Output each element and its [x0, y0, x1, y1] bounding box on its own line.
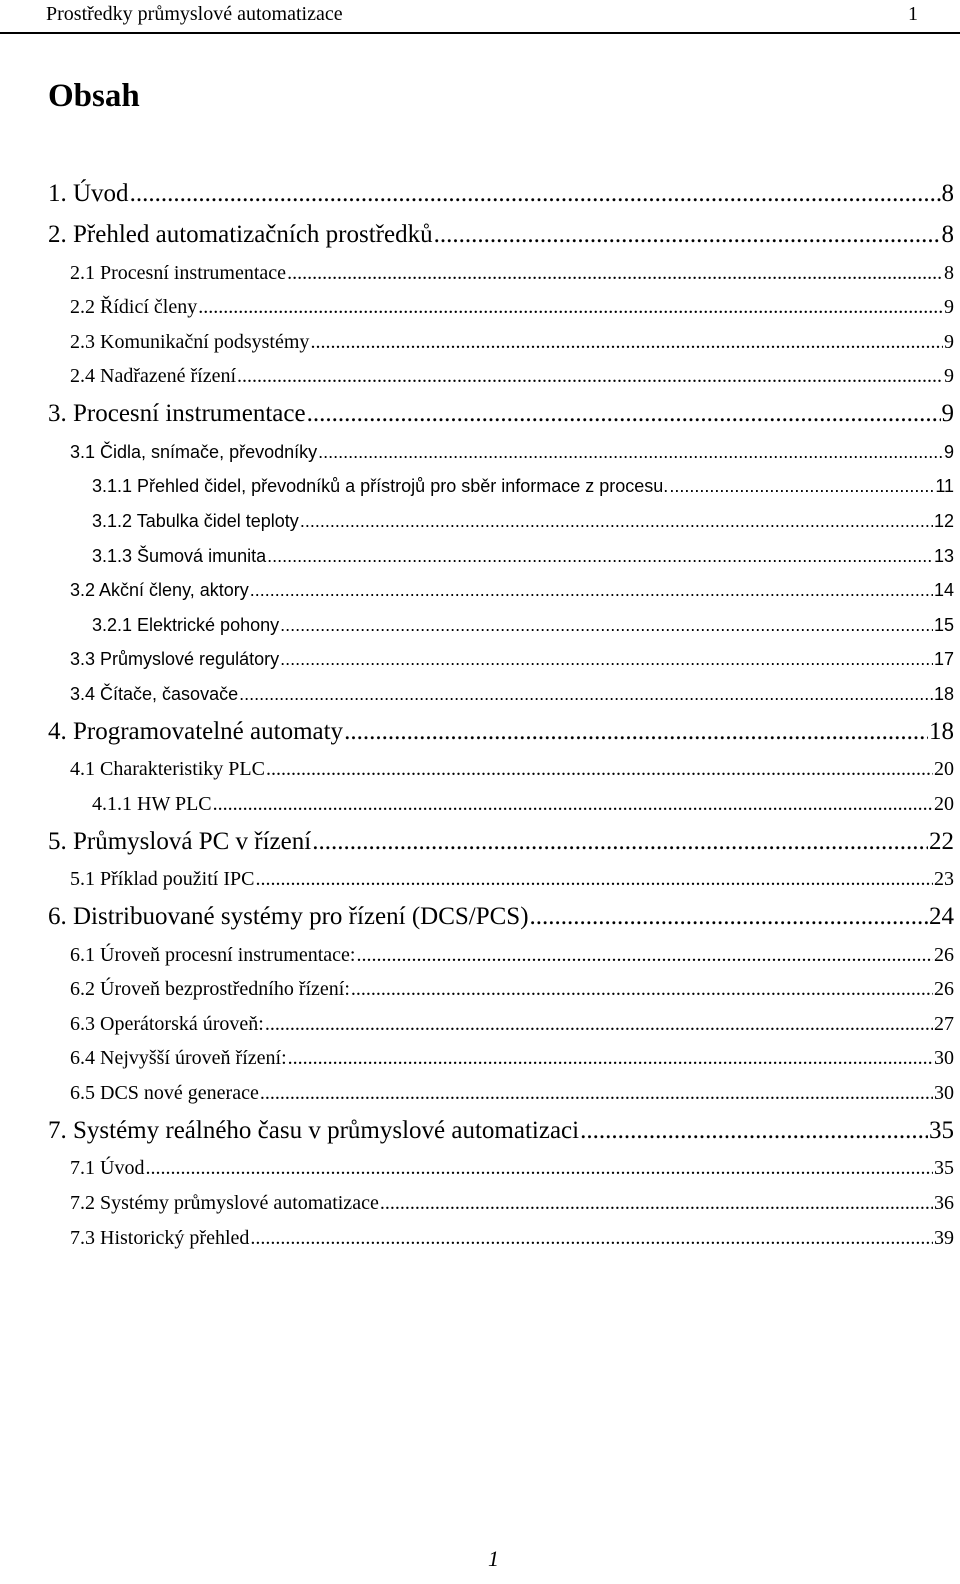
toc-entry-title: 3.1.1 Přehled čidel, převodníků a přístrojů pro sběr informace z procesu. — [92, 476, 669, 497]
toc-entry[interactable] — [70, 1041, 954, 1076]
toc-entry-title: 2.3 Komunikační podsystémy — [70, 330, 310, 353]
toc-leader-dots — [288, 1041, 933, 1076]
toc-title: Obsah — [48, 78, 140, 114]
toc-entry-page: 30 — [934, 1047, 954, 1070]
toc-entry[interactable] — [92, 504, 954, 539]
footer-page-number: 1 — [488, 1546, 499, 1571]
toc-entry[interactable] — [70, 752, 954, 787]
toc-entry-page: 35 — [929, 1116, 954, 1144]
toc-entry[interactable] — [48, 1111, 954, 1152]
toc-entry-page: 20 — [934, 758, 954, 781]
toc-entry-title: 2.1 Procesní instrumentace — [70, 261, 287, 284]
toc-entry[interactable] — [92, 469, 954, 504]
toc-entry-title: 6.1 Úroveň procesní instrumentace: — [70, 943, 356, 966]
toc-entry-page: 36 — [934, 1192, 954, 1215]
toc-leader-dots — [280, 642, 933, 677]
toc-entry[interactable] — [70, 1007, 954, 1042]
toc-leader-dots — [669, 469, 934, 504]
toc-leader-dots — [250, 1221, 933, 1256]
table-of-contents — [0, 174, 960, 1255]
toc-leader-dots — [267, 539, 933, 574]
toc-leader-dots — [356, 938, 933, 973]
toc-entry-page: 13 — [933, 545, 954, 566]
toc-leader-dots — [530, 897, 928, 938]
page-header — [0, 0, 960, 34]
toc-leader-dots — [300, 504, 933, 539]
toc-entry-title: 6.4 Nejvyšší úroveň řízení: — [70, 1047, 287, 1070]
toc-entry-page: 11 — [935, 476, 954, 497]
header-title: Prostředky průmyslové automatizace — [46, 3, 343, 25]
toc-entry-page: 22 — [929, 827, 954, 855]
toc-entry[interactable] — [48, 215, 954, 256]
toc-leader-dots — [310, 325, 943, 360]
toc-leader-dots — [237, 359, 943, 394]
toc-entry[interactable] — [70, 359, 954, 394]
toc-leader-dots — [380, 1186, 933, 1221]
toc-entry-title: 3. Procesní instrumentace — [48, 399, 306, 427]
toc-leader-dots — [145, 1151, 933, 1186]
toc-entry-title: 7.2 Systémy průmyslové automatizace — [70, 1192, 379, 1215]
toc-leader-dots — [434, 215, 941, 256]
toc-entry[interactable] — [48, 394, 954, 435]
toc-entry-title: 2.2 Řídicí členy — [70, 296, 198, 319]
toc-entry-page: 9 — [944, 330, 954, 353]
header-page-number: 1 — [908, 3, 918, 25]
toc-leader-dots — [344, 712, 928, 753]
toc-leader-dots — [351, 972, 933, 1007]
toc-entry[interactable] — [70, 1076, 954, 1111]
toc-leader-dots — [265, 1007, 933, 1042]
toc-entry[interactable] — [70, 290, 954, 325]
toc-entry-title: 2.4 Nadřazené řízení — [70, 365, 237, 388]
toc-entry-title: 3.1 Čidla, snímače, převodníky — [70, 441, 318, 462]
toc-entry-title: 7.1 Úvod — [70, 1157, 145, 1180]
toc-entry-title: 3.1.3 Šumová imunita — [92, 545, 267, 566]
toc-entry[interactable] — [48, 822, 954, 863]
toc-leader-dots — [255, 862, 933, 897]
toc-entry[interactable] — [70, 256, 954, 291]
toc-entry-title: 3.3 Průmyslové regulátory — [70, 649, 280, 670]
toc-entry-title: 5.1 Příklad použití IPC — [70, 868, 255, 891]
toc-entry-title: 3.2.1 Elektrické pohony — [92, 614, 280, 635]
toc-entry-page: 9 — [943, 441, 954, 462]
toc-entry[interactable] — [48, 712, 954, 753]
toc-entry-page: 27 — [934, 1012, 954, 1035]
toc-entry-page: 39 — [934, 1226, 954, 1249]
toc-entry-page: 24 — [929, 902, 954, 930]
toc-leader-dots — [307, 394, 941, 435]
toc-entry-title: 3.1.2 Tabulka čidel teploty — [92, 510, 299, 531]
toc-leader-dots — [580, 1111, 928, 1152]
toc-entry[interactable] — [70, 642, 954, 677]
toc-entry-title: 6. Distribuované systémy pro řízení (DCS/PCS) — [48, 902, 529, 930]
toc-entry-page: 35 — [934, 1157, 954, 1180]
toc-entry-page: 17 — [933, 649, 954, 670]
toc-leader-dots — [198, 290, 943, 325]
toc-entry-title: 4.1 Charakteristiky PLC — [70, 758, 265, 781]
toc-entry-page: 8 — [941, 220, 954, 248]
toc-entry-title: 6.3 Operátorská úroveň: — [70, 1012, 264, 1035]
toc-entry-title: 3.2 Akční členy, aktory — [70, 580, 249, 601]
toc-entry-page: 18 — [929, 717, 954, 745]
toc-entry-page: 9 — [944, 365, 954, 388]
toc-entry-title: 6.2 Úroveň bezprostředního řízení: — [70, 978, 350, 1001]
toc-entry-page: 9 — [941, 399, 954, 427]
toc-entry-title: 5. Průmyslová PC v řízení — [48, 827, 312, 855]
toc-entry-title: 6.5 DCS nové generace — [70, 1082, 259, 1105]
toc-entry-page: 23 — [934, 868, 954, 891]
toc-entry-page: 9 — [944, 296, 954, 319]
toc-entry[interactable] — [48, 174, 954, 215]
toc-leader-dots — [318, 435, 943, 470]
toc-entry[interactable] — [92, 539, 954, 574]
toc-entry[interactable] — [70, 435, 954, 470]
toc-entry[interactable] — [70, 938, 954, 973]
toc-entry-title: 1. Úvod — [48, 180, 129, 207]
toc-entry-page: 30 — [934, 1082, 954, 1105]
toc-leader-dots — [260, 1076, 933, 1111]
toc-entry-page: 14 — [933, 580, 954, 601]
toc-leader-dots — [280, 608, 933, 643]
toc-entry-title: 7. Systémy reálného času v průmyslové automatizaci — [48, 1116, 580, 1144]
toc-entry-title: 7.3 Historický přehled — [70, 1226, 250, 1249]
toc-leader-dots — [250, 573, 933, 608]
toc-leader-dots — [130, 174, 941, 215]
toc-entry[interactable] — [70, 325, 954, 360]
toc-entry-title: 4. Programovatelné automaty — [48, 717, 344, 745]
toc-entry[interactable] — [70, 862, 954, 897]
toc-entry-title: 3.4 Čítače, časovače — [70, 683, 239, 704]
toc-entry-page: 18 — [933, 683, 954, 704]
toc-entry[interactable] — [70, 1221, 954, 1256]
toc-entry[interactable] — [92, 787, 954, 822]
toc-entry-page: 20 — [934, 792, 954, 815]
toc-entry[interactable] — [70, 573, 954, 608]
toc-entry-title: 4.1.1 HW PLC — [92, 792, 212, 815]
toc-entry-page: 26 — [934, 943, 954, 966]
toc-entry-page: 12 — [933, 510, 954, 531]
toc-entry-title: 2. Přehled automatizačních prostředků — [48, 220, 433, 248]
toc-leader-dots — [266, 752, 933, 787]
toc-entry-page: 8 — [944, 261, 954, 284]
toc-leader-dots — [287, 256, 943, 291]
toc-entry-page: 8 — [941, 180, 954, 207]
toc-leader-dots — [213, 787, 933, 822]
toc-leader-dots — [239, 677, 933, 712]
toc-entry[interactable] — [70, 972, 954, 1007]
toc-entry[interactable] — [70, 1151, 954, 1186]
toc-entry-page: 26 — [934, 978, 954, 1001]
toc-entry[interactable] — [70, 1186, 954, 1221]
toc-entry[interactable] — [48, 897, 954, 938]
toc-entry[interactable] — [70, 677, 954, 712]
toc-entry-page: 15 — [933, 614, 954, 635]
toc-entry[interactable] — [92, 608, 954, 643]
toc-leader-dots — [312, 822, 928, 863]
